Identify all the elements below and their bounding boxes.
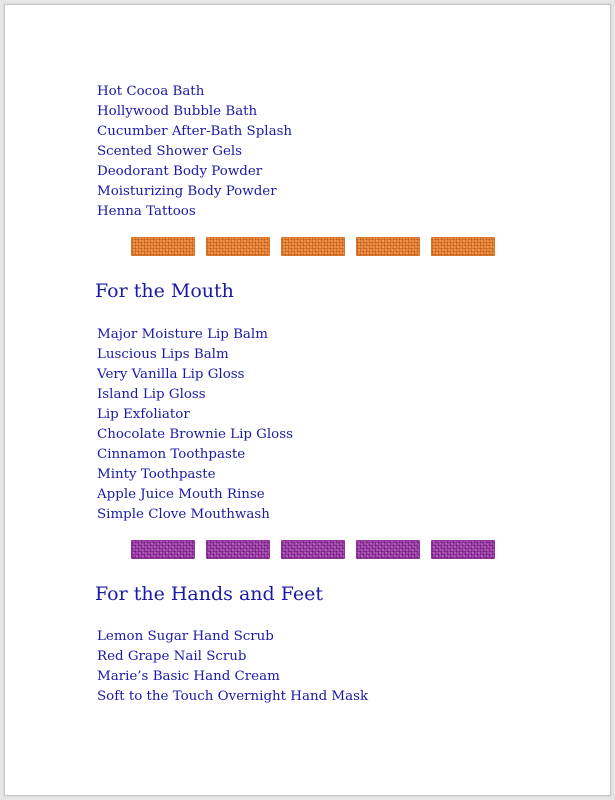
divider-segment — [131, 540, 195, 559]
link-minty-toothpaste[interactable]: Minty Toothpaste — [97, 467, 216, 482]
hands-feet-link-list — [97, 627, 368, 707]
divider-segment — [131, 237, 195, 256]
divider-segment — [281, 237, 345, 256]
link-cinnamon-toothpaste[interactable]: Cinnamon Toothpaste — [97, 447, 246, 462]
link-chocolate-brownie-lip-gloss[interactable]: Chocolate Brownie Lip Gloss — [97, 427, 293, 442]
divider-segment — [281, 540, 345, 559]
link-apple-juice-mouth-rinse[interactable]: Apple Juice Mouth Rinse — [97, 487, 265, 502]
link-simple-clove-mouthwash[interactable]: Simple Clove Mouthwash — [97, 507, 270, 522]
link-hot-cocoa-bath[interactable]: Hot Cocoa Bath — [97, 84, 205, 99]
document-page — [4, 4, 611, 796]
heading-for-the-hands-and-feet: For the Hands and Feet — [95, 583, 323, 605]
link-lemon-sugar-hand-scrub[interactable]: Lemon Sugar Hand Scrub — [97, 629, 274, 644]
heading-for-the-mouth: For the Mouth — [95, 280, 234, 302]
link-major-moisture-lip-balm[interactable]: Major Moisture Lip Balm — [97, 327, 268, 342]
link-cucumber-after-bath-splash[interactable]: Cucumber After-Bath Splash — [97, 124, 293, 139]
divider-segment — [356, 540, 420, 559]
link-moisturizing-body-powder[interactable]: Moisturizing Body Powder — [97, 184, 277, 199]
mouth-link-list — [97, 325, 293, 525]
link-scented-shower-gels[interactable]: Scented Shower Gels — [97, 144, 243, 159]
link-henna-tattoos[interactable]: Henna Tattoos — [97, 204, 196, 219]
divider-segment — [206, 237, 270, 256]
orange-divider — [131, 237, 495, 256]
link-soft-to-the-touch-overnight-hand-mask[interactable]: Soft to the Touch Overnight Hand Mask — [97, 689, 369, 704]
bath-body-link-list — [97, 82, 292, 222]
divider-segment — [431, 237, 495, 256]
link-very-vanilla-lip-gloss[interactable]: Very Vanilla Lip Gloss — [97, 367, 245, 382]
divider-segment — [206, 540, 270, 559]
purple-divider — [131, 540, 495, 559]
link-deodorant-body-powder[interactable]: Deodorant Body Powder — [97, 164, 263, 179]
link-luscious-lips-balm[interactable]: Luscious Lips Balm — [97, 347, 229, 362]
link-island-lip-gloss[interactable]: Island Lip Gloss — [97, 387, 206, 402]
divider-segment — [356, 237, 420, 256]
link-red-grape-nail-scrub[interactable]: Red Grape Nail Scrub — [97, 649, 247, 664]
link-hollywood-bubble-bath[interactable]: Hollywood Bubble Bath — [97, 104, 258, 119]
link-maries-basic-hand-cream[interactable]: Marie’s Basic Hand Cream — [97, 669, 280, 684]
link-lip-exfoliator[interactable]: Lip Exfoliator — [97, 407, 190, 422]
divider-segment — [431, 540, 495, 559]
